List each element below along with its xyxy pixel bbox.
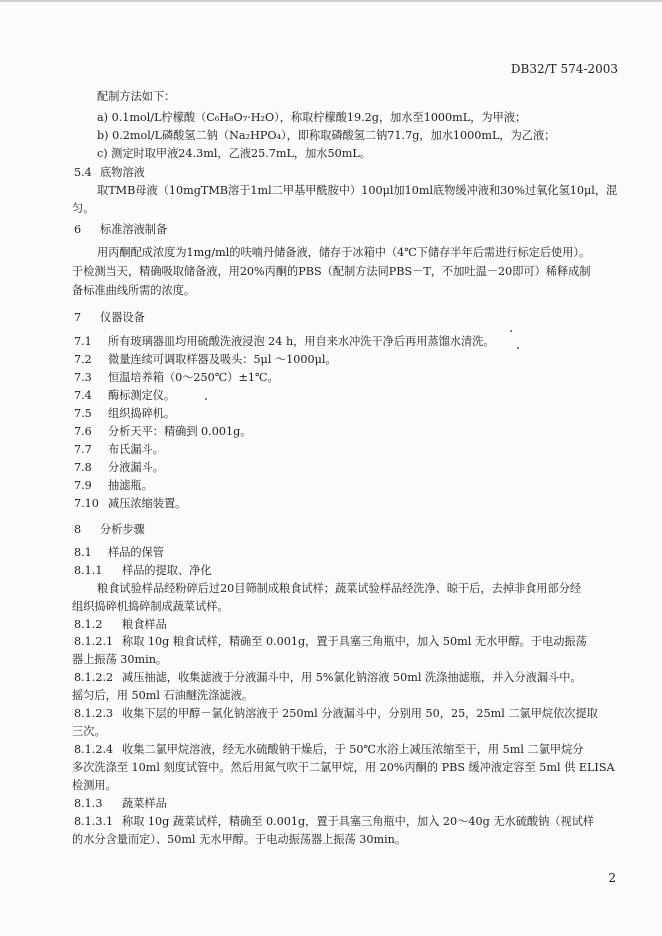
list-item-7-1: 7.1 所有玻璃器皿均用硫酸洗液浸泡 24 h，用自来水冲洗干净后再用蒸馏水清洗。 [74,335,495,348]
paragraph-line: 用丙酮配成浓度为1mg/ml的呋喃丹储备液，储存于冰箱中（4℃下储存半年后需进行标定后使用）。 [97,246,591,259]
paragraph-line: 三次。 [72,725,106,738]
list-item-7-7: 7.7 布氏漏斗。 [74,443,164,456]
paragraph-line: 器上振荡 30min。 [72,653,168,666]
clause-8-1-3-1: 8.1.3.1 称取 10g 蔬菜试样，精确至 0.001g，置于具塞三角瓶中，加入 20～40g 无水硫酸钠（视试样 [74,815,595,828]
paragraph-line: 于检测当天，精确吸取储备液，用20%丙酮的PBS（配制方法同PBS－T，不加吐温－20即可）稀释成制 [72,265,591,278]
section-title: 仪器设备 [100,311,145,324]
list-item-7-3: 7.3 恒温培养箱（0～250℃）±1℃。 [74,371,279,384]
scan-speck [510,330,512,332]
section-number: 7 [74,311,82,324]
scan-speck [205,398,207,400]
section-5-4-heading [74,165,145,181]
section-7-heading [74,310,145,326]
scan-edge [0,0,662,2]
section-title: 底物溶液 [100,166,145,179]
paragraph-line: 粮食试验样品经粉碎后过20目筛制成粮食试样；蔬菜试验样品经洗净、晾干后，去掉非食用部分经 [97,582,582,595]
clause-8-1-2-4: 8.1.2.4 收集二氯甲烷溶液，经无水硫酸钠干燥后，于 50℃水浴上减压浓缩至干，用 5ml 二氯甲烷分 [74,743,584,756]
section-6-heading [74,222,167,238]
method-intro: 配制方法如下： [97,90,176,103]
section-title: 分析步骤 [100,523,145,536]
paragraph-line: 的水分含量而定）、50ml 无水甲醇。于电动振荡器上振荡 30min。 [72,833,407,846]
list-item-7-10: 7.10 减压浓缩装置。 [74,497,187,510]
section-number: 6 [74,223,82,236]
subsection-8-1-1-heading: 8.1.1 样品的提取、净化 [74,564,212,577]
page-number: 2 [608,871,616,885]
document-code: DB32/T 574-2003 [510,62,618,76]
paragraph-line: 备标准曲线所需的浓度。 [72,284,196,297]
paragraph-line: 检测用。 [72,779,117,792]
scan-speck [517,347,519,349]
paragraph-line: 匀。 [72,202,95,215]
section-number: 5.4 [74,166,92,179]
clause-8-1-2-3: 8.1.2.3 收集下层的甲醇－氯化钠溶液于 250ml 分液漏斗中，分别用 50，25，25ml 二氯甲烷依次提取 [74,707,598,720]
section-8-heading [74,522,145,538]
method-item-b: b) 0.2mol/L磷酸氢二钠（Na₂HPO₄），即称取磷酸氢二钠71.7g，加水1000mL，为乙液； [97,129,556,142]
paragraph-line: 组织捣碎机捣碎制成蔬菜试样。 [72,600,229,613]
list-item-7-6: 7.6 分析天平：精确到 0.001g。 [74,425,252,438]
section-title: 标准溶液制备 [100,223,168,236]
list-item-7-4: 7.4 酶标测定仪。 [74,389,176,402]
list-item-7-2: 7.2 微量连续可调取样器及吸头：5μl ～1000μl。 [74,353,337,366]
subsection-8-1-2-heading: 8.1.2 粮食样品 [74,618,167,631]
paragraph-line: 取TMB母液（10mgTMB溶于1ml二甲基甲酰胺中）100μl加10ml底物缓冲液和30%过氧化氢10μl，混 [97,184,618,197]
section-number: 8 [74,523,82,536]
list-item-7-5: 7.5 组织捣碎机。 [74,407,176,420]
list-item-7-8: 7.8 分液漏斗。 [74,461,164,474]
method-item-a: a) 0.1mol/L柠檬酸（C₆H₈O₇·H₂O），称取柠檬酸19.2g，加水至1000mL，为甲液； [97,111,527,124]
paragraph-line: 摇匀后，用 50ml 石油醚洗涤滤液。 [72,689,253,702]
paragraph-line: 多次洗涤至 10ml 刻度试管中。然后用氮气吹干二氯甲烷，用 20%丙酮的 PBS 缓冲液定容至 5ml 供 ELISA [72,761,615,774]
method-item-c: c) 测定时取甲液24.3ml，乙液25.7mL，加水50mL。 [97,147,371,160]
clause-8-1-2-2: 8.1.2.2 减压抽滤，收集滤液于分液漏斗中，用 5%氯化钠溶液 50ml 洗涤抽滤瓶，并入分液漏斗中。 [74,671,582,684]
clause-8-1-2-1: 8.1.2.1 称取 10g 粮食试样，精确至 0.001g，置于具塞三角瓶中，加入 50ml 无水甲醇。于电动振荡 [74,635,587,648]
subsection-8-1-heading: 8.1 样品的保管 [74,546,164,559]
subsection-8-1-3-heading: 8.1.3 蔬菜样品 [74,797,167,810]
list-item-7-9: 7.9 抽滤瓶。 [74,479,153,492]
